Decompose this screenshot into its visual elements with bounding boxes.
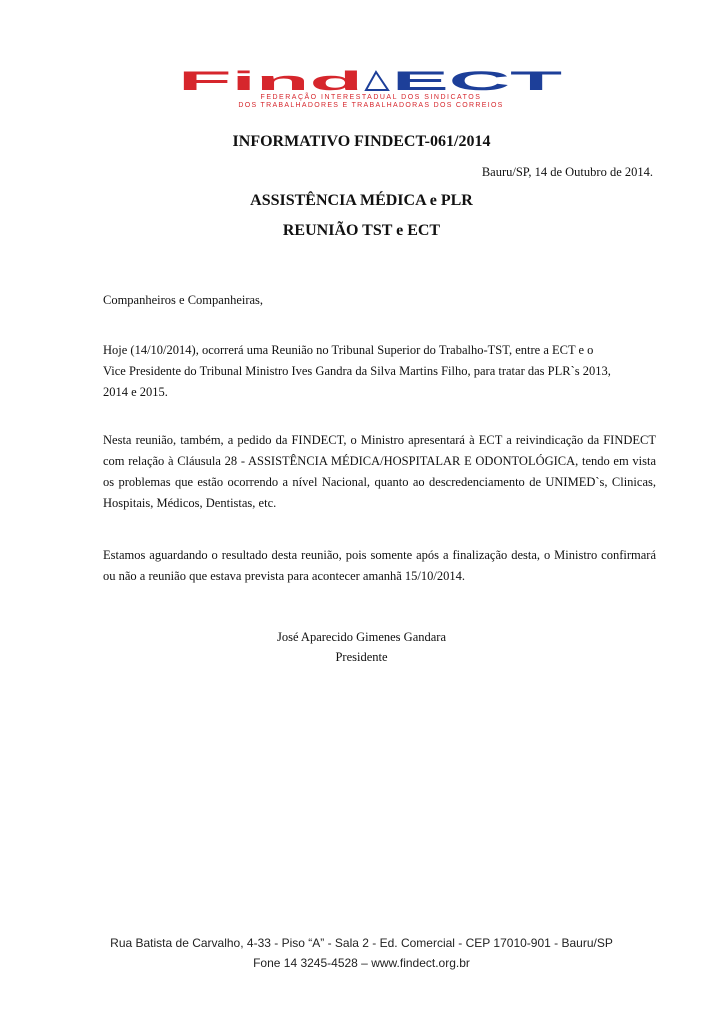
logo-tagline-line1: FEDERAÇÃO INTERESTADUAL DOS SINDICATOS xyxy=(260,94,482,101)
greeting: Companheiros e Companheiras, xyxy=(103,293,264,307)
footer-contact: Fone 14 3245-4528 – www.findect.org.br xyxy=(253,956,470,970)
signatory-role: Presidente xyxy=(335,650,388,664)
signatory-name: José Aparecido Gimenes Gandara xyxy=(276,630,447,644)
paragraph-2: Nesta reunião, também, a pedido da FINDECT, o Ministro apresentará à ECT a reivindicação da FINDECT com relação à Cláusula 28 - ASSISTÊNCIA MÉDICA/HOSPITALAR E ODONTOLÓGICA, tendo em vista os problemas que estão ocorrendo a nível Nacional, quanto ao descredenciamento de UNIMED`s, Clinicas, Hospitais, Médicos, Dentistas, etc. xyxy=(103,433,656,510)
wordmark-ect: ECT xyxy=(392,68,564,96)
findect-wordmark xyxy=(178,68,564,96)
envelope-icon xyxy=(366,72,388,90)
dateline: Bauru/SP, 14 de Outubro de 2014. xyxy=(481,165,653,179)
paragraph-1-line-2: Vice Presidente do Tribunal Ministro Ives Gandra da Silva Martins Filho, para tratar das PLR`s 2013, xyxy=(103,364,611,378)
paragraph-1 xyxy=(103,340,656,403)
footer-address: Rua Batista de Carvalho, 4-33 - Piso “A” - Sala 2 - Ed. Comercial - CEP 17010-901 - Bauru/SP xyxy=(110,936,613,950)
paragraph-1-line-3: 2014 e 2015. xyxy=(103,385,168,399)
footer xyxy=(0,933,723,973)
document-title: INFORMATIVO FINDECT-061/2014 xyxy=(232,133,491,150)
paragraph-1-line-1: Hoje (14/10/2014), ocorrerá uma Reunião no Tribunal Superior do Trabalho-TST, entre a ECT e o xyxy=(103,343,594,357)
paragraph-3: Estamos aguardando o resultado desta reunião, pois somente após a finalização desta, o Ministro confirmará ou não a reunião que estava prevista para acontecer amanhã 15/10/2014. xyxy=(103,548,656,583)
subject-line-1: ASSISTÊNCIA MÉDICA e PLR xyxy=(250,192,473,209)
logo-tagline-line2: DOS TRABALHADORES E TRABALHADORAS DOS CORREIOS xyxy=(238,102,504,108)
findect-logo xyxy=(176,68,566,108)
wordmark-find: Find xyxy=(178,68,363,96)
signature-block xyxy=(0,627,723,667)
subject-line-2: REUNIÃO TST e ECT xyxy=(282,222,441,239)
